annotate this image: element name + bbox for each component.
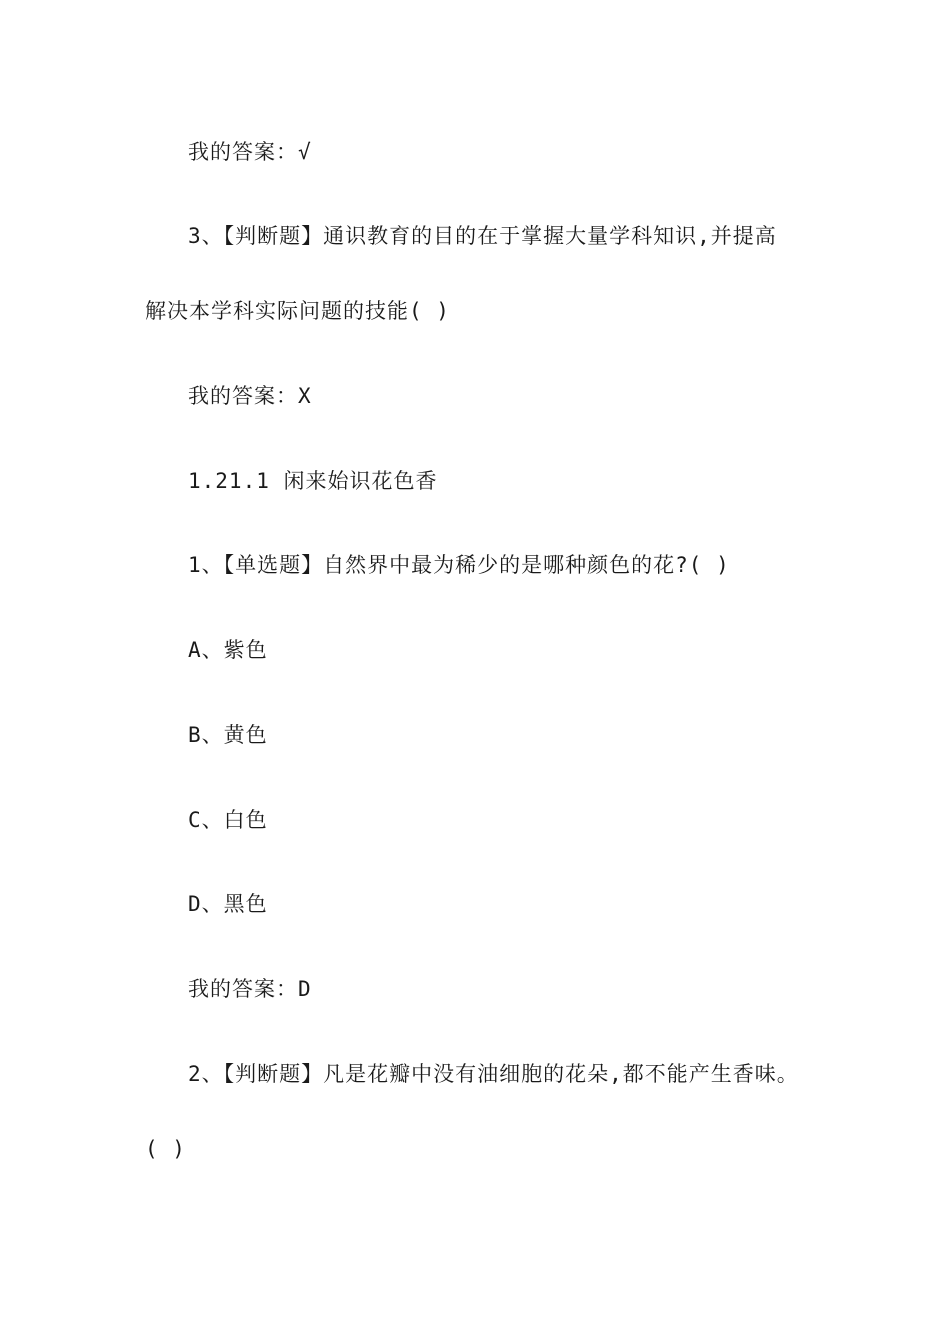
option-c: C、白色: [188, 808, 268, 832]
question-text: 1、【单选题】自然界中最为稀少的是哪种颜色的花?( ): [188, 553, 730, 577]
question-text: 3、【判断题】通识教育的目的在于掌握大量学科知识,并提高: [188, 224, 777, 248]
answer-line: 我的答案：√: [188, 140, 312, 164]
question-text: 2、【判断题】凡是花瓣中没有油细胞的花朵,都不能产生香味。: [188, 1062, 799, 1086]
answer-line: 我的答案：X: [188, 384, 312, 408]
option-a: A、紫色: [188, 638, 268, 662]
answer-line: 我的答案：D: [188, 977, 312, 1001]
question-text-continued: ( ): [145, 1137, 186, 1161]
option-b: B、黄色: [188, 723, 268, 747]
question-text-continued: 解决本学科实际问题的技能( ): [145, 299, 450, 323]
option-d: D、黑色: [188, 892, 268, 916]
section-heading: 1.21.1 闲来始识花色香: [188, 469, 438, 493]
